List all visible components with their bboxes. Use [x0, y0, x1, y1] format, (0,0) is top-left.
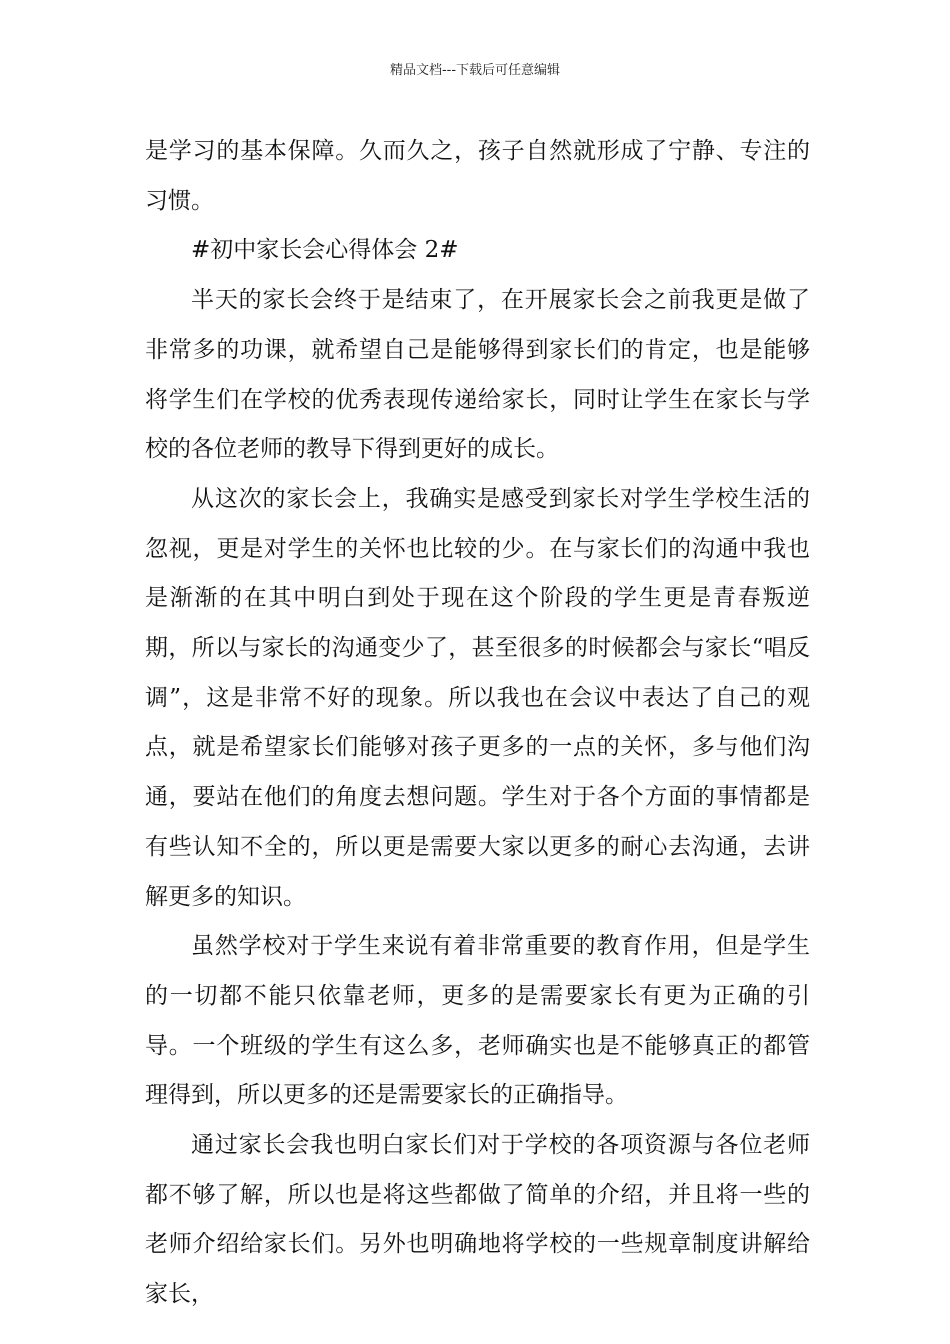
- paragraph-continuation: 是学习的基本保障。久而久之，孩子自然就形成了宁静、专注的习惯。: [145, 138, 810, 214]
- paragraph: 半天的家长会终于是结束了，在开展家长会之前我更是做了非常多的功课，就希望自己是能够得到家长们的肯定，也是能够将学生们在学校的优秀表现传递给家长，同时让学生在家长与学校的各位老师的教导下得到更好的成长。: [145, 287, 810, 463]
- page-header: 精品文档---下载后可任意编辑: [389, 63, 561, 78]
- section-heading: #初中家长会心得体会 2#: [191, 237, 459, 264]
- paragraph: 从这次的家长会上，我确实是感受到家长对学生学校生活的忽视，更是对学生的关怀也比较的少。在与家长们的沟通中我也是渐渐的在其中明白到处于现在这个阶段的学生更是青春叛逆期，所以与家长的沟通变少了，甚至很多的时候都会与家长“唱反调”，这是非常不好的现象。所以我也在会议中表达了自己的观点，就是希望家长们能够对孩子更多的一点的关怀，多与他们沟通，要站在他们的角度去想问题。学生对于各个方面的事情都是有些认知不全的，所以更是需要大家以更多的耐心去沟通，去讲解更多的知识。: [145, 485, 810, 910]
- paragraph: 通过家长会我也明白家长们对于学校的各项资源与各位老师都不够了解，所以也是将这些都做了简单的介绍，并且将一些的老师介绍给家长们。另外也明确地将学校的一些规章制度讲解给家长，: [145, 1132, 810, 1308]
- paragraph: 虽然学校对于学生来说有着非常重要的教育作用，但是学生的一切都不能只依靠老师，更多的是需要家长有更为正确的引导。一个班级的学生有这么多，老师确实也是不能够真正的都管理得到，所以更多的还是需要家长的正确指导。: [145, 933, 810, 1109]
- document-body: [145, 127, 810, 1320]
